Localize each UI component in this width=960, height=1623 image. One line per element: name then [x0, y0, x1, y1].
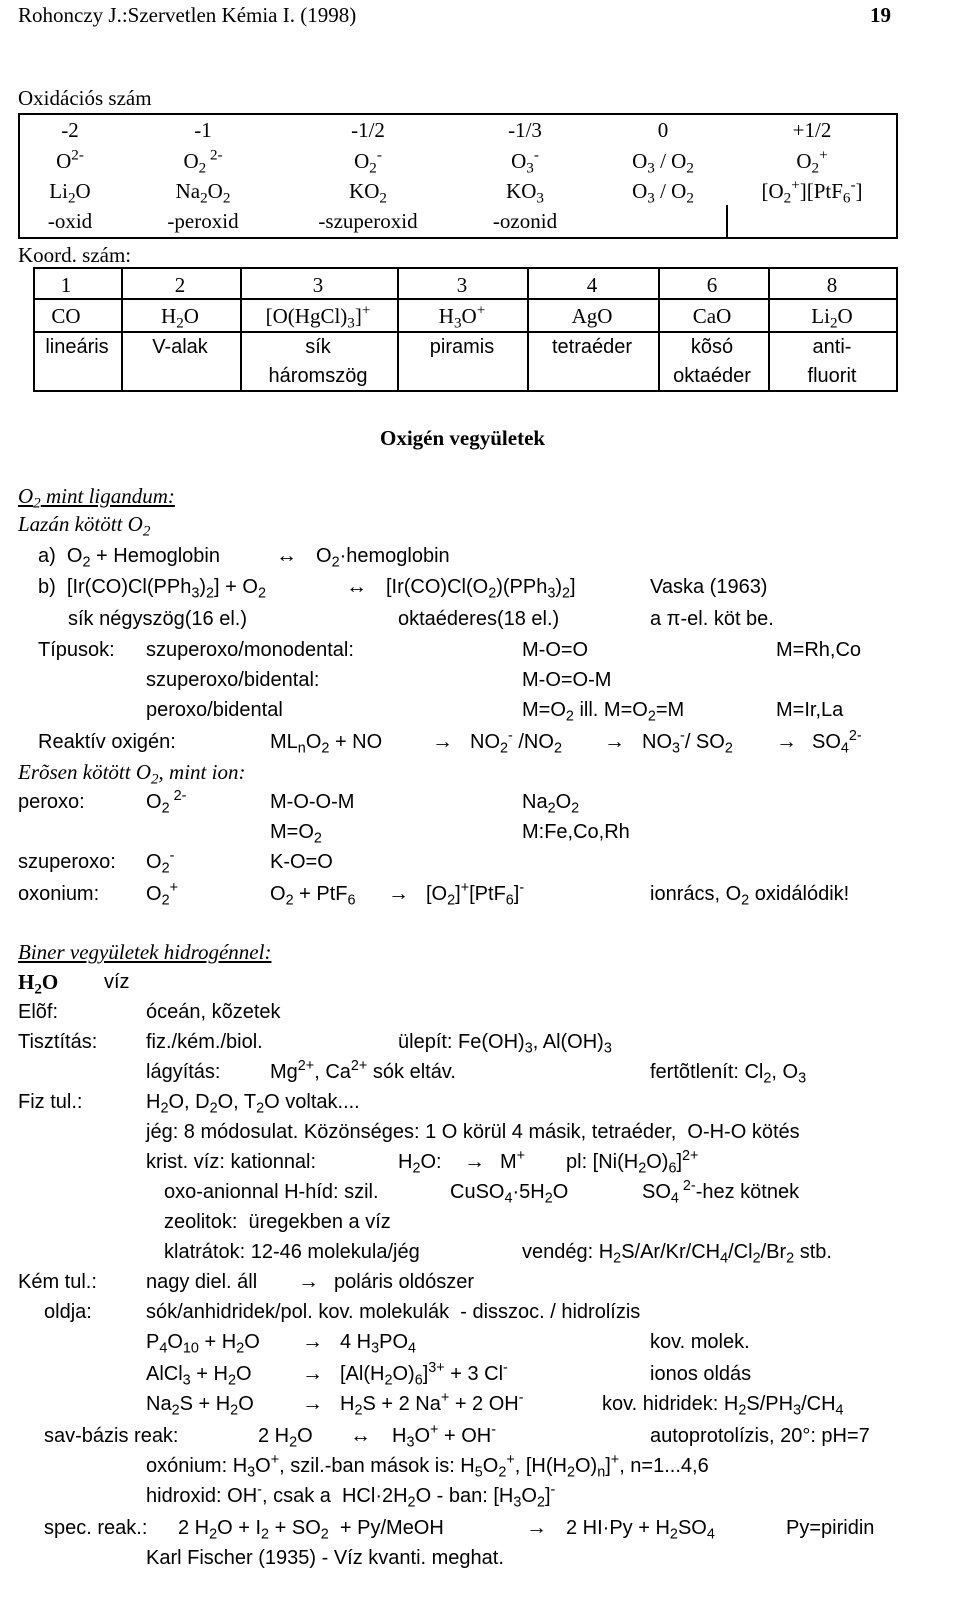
arrow-right-icon: → [604, 729, 625, 753]
coord-cell: CO [51, 304, 81, 328]
type-formula: M-O=O [522, 639, 589, 661]
row-text: $CuSO_4\cdot 5H_2O$ [450, 1181, 569, 1207]
equation-right: $H_2S + 2$ Na+ + 2 OH- [340, 1390, 524, 1419]
ox-cell: $KO_3$ [506, 179, 544, 207]
coord-cell: 1 [60, 273, 72, 297]
pi-note: a π-el. köt be. [650, 608, 774, 630]
ligand-heading: $O_2$ mint ligandum: [18, 484, 175, 512]
equation-note: autoprotolízis, 20°: pH=7 [650, 1425, 870, 1447]
coord-title: Koord. szám: [18, 245, 134, 266]
row-text: krist. víz: kationnal: [146, 1151, 317, 1173]
ionic-bond: $O_2 + PtF_6$ [270, 883, 356, 909]
equation-right: 4 $H_3PO_4$ [340, 1331, 417, 1357]
coord-cell: 2 [174, 273, 186, 297]
type-metal: M=Rh,Co [776, 639, 862, 661]
coord-cell: oktaéder [673, 365, 751, 387]
row-text: fertõtlenít: $Cl_2$, $O_3$ [650, 1061, 807, 1087]
coord-cell: 6 [706, 273, 718, 297]
type-name: szuperoxo/monodental: [146, 639, 354, 661]
equilibrium-arrow-icon: ↔ [350, 1423, 371, 1447]
ionic-label: oxonium: [18, 883, 100, 905]
row-label: oldja: [44, 1301, 92, 1323]
ionic-label: peroxo: [18, 791, 85, 813]
arrow-right-icon: → [302, 1391, 323, 1415]
reaction-a-product: $O_2\cdot hemoglobin$ [316, 545, 450, 571]
vaska-note: Vaska (1963) [650, 576, 768, 598]
arrow-right-icon: → [432, 729, 453, 753]
type-metal: M=Ir,La [776, 699, 844, 721]
coord-cell: AgO [571, 304, 613, 328]
ionic-product: $[O_2]^+[PtF_6]^-$ [426, 880, 525, 909]
row-label: spec. reak.: [44, 1517, 148, 1539]
octahedral-note: oktaéderes(18 el.) [398, 608, 560, 630]
ionic-ion: $O_2^-$ [146, 848, 175, 877]
coord-cell: CaO [692, 304, 732, 328]
running-header: Rohonczy J.:Szervetlen Kémia I. (1998) [18, 3, 357, 27]
ox-cell: +1/2 [792, 118, 832, 142]
coord-cell: $[O(HgCl)_3]^+$ [265, 302, 371, 332]
ox-cell: -2 [61, 118, 79, 142]
oxidation-title: Oxidációs szám [18, 86, 152, 110]
ox-cell: $Li_2O$ [49, 179, 91, 207]
row-text: $H_2O$, $D_2O$, $T_2O$ voltak.... [146, 1091, 360, 1117]
coord-cell: fluorit [807, 365, 857, 387]
row-label: Tisztítás: [18, 1031, 98, 1053]
ox-cell: -peroxid [167, 209, 239, 233]
equation-note: kov. molek. [650, 1331, 750, 1353]
arrow-right-icon: → [776, 729, 797, 753]
section-title: Oxigén vegyületek [380, 426, 546, 450]
coord-cell: V-alak [152, 336, 208, 358]
ionic-note: ionrács, $O_2$ oxidálódik! [650, 883, 850, 909]
row-text: $H_2O$: [398, 1151, 442, 1177]
coord-cell: lineáris [45, 336, 109, 358]
row-label: Fiz tul.: [18, 1091, 83, 1113]
ox-cell: $KO_2$ [349, 179, 387, 207]
ligand-sub: Lazán kötött $O_2$ [18, 512, 151, 540]
ionic-bond: M-O-O-M [270, 791, 355, 813]
ox-cell: $Na_2O_2$ [175, 179, 231, 207]
equation-left: AlCl$_3$ + $H_2O$ [146, 1363, 252, 1389]
row-text: vendég: $H_2S/Ar/Kr/CH_4/Cl_2/Br_2$ stb. [522, 1241, 832, 1267]
page-number: 19 [870, 3, 891, 27]
equation-left: $Na_2S + H_2O$ [146, 1393, 254, 1419]
equation-left: $P_4O_{10} + H_2O$ [146, 1331, 260, 1357]
coord-cell: tetraéder [551, 336, 633, 358]
coord-cell: kõsó [690, 336, 734, 358]
ionic-example: M:Fe,Co,Rh [522, 821, 630, 843]
type-formula: M-O=O-M [522, 669, 612, 691]
coord-cell: $H_2O$ [161, 304, 199, 332]
ionic-ion: $O_2^+$ [146, 880, 178, 909]
ox-cell: $O_3^-$ [511, 147, 539, 177]
row-text: Karl Fischer (1935) - Víz kvanti. meghat. [146, 1547, 504, 1569]
equation-right: $H_3O^+ + OH^-$ [392, 1422, 497, 1451]
equation-left: 2 $H_2O + I_2 + SO_2$ + Py/MeOH [178, 1517, 444, 1543]
ionic-bond: $M=O_2$ [270, 821, 322, 847]
ionic-ion: $O_2$ $^{2-}$ [146, 788, 187, 817]
row-text: ülepít: $Fe(OH)_3$, $Al(OH)_3$ [398, 1031, 612, 1057]
coord-cell: piramis [429, 336, 495, 358]
row-text: klatrátok: 12-46 molekula/jég [164, 1241, 420, 1263]
equation-note: Py=piridin [786, 1517, 875, 1539]
ox-cell: -1/3 [508, 118, 542, 142]
coord-cell: 4 [586, 273, 598, 297]
row-text: fiz./kém./biol. [146, 1031, 263, 1053]
row-text: M+ [500, 1148, 526, 1173]
water-name: víz [104, 971, 130, 993]
row-text: $SO_4$ $^{2-}$-hez kötnek [642, 1178, 800, 1207]
row-text: pl: $[Ni(H_2O)_6]^{2+}$ [566, 1148, 699, 1177]
row-text: jég: 8 módosulat. Közönséges: 1 O körül 4 másik, tetraéder, O-H-O kötés [146, 1121, 800, 1143]
type-name: peroxo/bidental [146, 699, 283, 721]
row-text: lágyítás: [146, 1061, 221, 1083]
arrow-right-icon: → [302, 1361, 323, 1385]
reaction-a: a) $O_2$ + Hemoglobin [38, 545, 220, 571]
reactive-label: Reaktív oxigén: [38, 731, 176, 753]
row-text: $Mg^{2+}$, $Ca^{2+}$ sók eltáv. [270, 1058, 456, 1083]
row-label: sav-bázis reak: [44, 1425, 179, 1447]
equation-note: kov. hidridek: $H_2S/PH_3/CH_4$ [602, 1393, 844, 1419]
ionic-example: $Na_2O_2$ [522, 791, 580, 817]
ox-cell: $O_2^+$ [796, 147, 828, 177]
type-name: szuperoxo/bidental: [146, 669, 320, 691]
coord-cell: $H_3O^+$ [438, 302, 486, 332]
equation-note: ionos oldás [650, 1363, 752, 1385]
ox-cell: 0 [657, 118, 669, 142]
row-text: oxónium: $H_3O^+$, szil.-ban mások is: $H_5O_2^+$, $[H(H_2O)_n]^+$, n=1...4,6 [146, 1452, 709, 1481]
row-text: nagy diel. áll [146, 1271, 258, 1293]
arrow-right-icon: → [464, 1149, 485, 1173]
ox-cell: -ozonid [492, 209, 558, 233]
arrow-right-icon: → [388, 881, 409, 905]
reactive-step: $NO_2^-$ $/NO_2$ [470, 728, 562, 757]
row-text: oxo-anionnal H-híd: szil. [164, 1181, 379, 1203]
coord-cell: sík [305, 336, 331, 358]
coord-cell: háromszög [268, 365, 368, 387]
types-label: Típusok: [38, 639, 115, 661]
ox-cell: -1/2 [351, 118, 385, 142]
reaction-b: b) $[Ir(CO)Cl(PPh_3)_2] + O_2$ [38, 576, 266, 602]
ox-cell: $O_2^-$ [354, 147, 382, 177]
ox-cell: $O_3 / O_2$ [632, 179, 694, 207]
coord-cell: 3 [456, 273, 468, 297]
coord-cell: 3 [312, 273, 324, 297]
ox-cell: $O_3 / O_2$ [632, 149, 694, 177]
ox-cell: -1 [194, 118, 212, 142]
equation-left: 2 $H_2O$ [258, 1425, 313, 1451]
reactive-step: $SO_4^{2-}$ [812, 728, 862, 757]
ox-cell: $O_2$ $^{2-}$ [183, 147, 223, 177]
row-text: óceán, kõzetek [146, 1001, 281, 1023]
ox-cell: -oxid [47, 209, 93, 233]
binary-heading: Biner vegyületek hidrogénnel: [18, 940, 272, 964]
equation-right: $[Al(H_2O)_6]^{3+} + 3$ Cl- [340, 1360, 508, 1389]
row-text: sók/anhidridek/pol. kov. molekulák - disszoc. / hidrolízis [146, 1301, 641, 1323]
row-label: Kém tul.: [18, 1271, 97, 1293]
ionic-bond: K-O=O [270, 851, 333, 873]
ionic-label: szuperoxo: [18, 851, 116, 873]
arrow-right-icon: → [302, 1329, 323, 1353]
reactive-step: $NO_3^-/$ $SO_2$ [642, 728, 733, 757]
arrow-right-icon: → [526, 1515, 547, 1539]
row-text: poláris oldószer [334, 1271, 475, 1293]
ox-cell: -szuperoxid [318, 209, 418, 233]
water-formula: $H_2O$ [18, 970, 59, 998]
ionic-heading: Erõsen kötött $O_2$, mint ion: [18, 760, 246, 788]
equation-right: 2 $HI\cdot Py + H_2SO_4$ [566, 1517, 715, 1543]
row-label: Elõf: [18, 1001, 59, 1023]
square-planar-note: sík négyszög(16 el.) [68, 608, 247, 630]
arrow-right-icon: → [298, 1269, 319, 1293]
reaction-b-product: $[Ir(CO)Cl(O_2)(PPh_3)_2]$ [386, 576, 576, 602]
equilibrium-arrow-icon: ↔ [276, 543, 297, 567]
type-formula: $M=O_2$ ill. $M=O_2=M$ [522, 699, 685, 725]
row-text: zeolitok: üregekben a víz [164, 1211, 391, 1233]
coord-cell: anti- [812, 336, 852, 358]
ox-cell: $O^{2-}$ [56, 147, 84, 173]
reactive-step: $ML_nO_2$ + NO [270, 731, 383, 757]
coord-cell: $Li_2O$ [811, 304, 853, 332]
coord-cell: 8 [826, 273, 838, 297]
ox-cell: $[O_2^+][PtF_6^-]$ [761, 177, 863, 207]
equilibrium-arrow-icon: ↔ [346, 574, 367, 598]
row-text: hidroxid: OH-, csak a $HCl\cdot 2H_2O$ - ban: $[H_3O_2]^-$ [146, 1482, 556, 1511]
